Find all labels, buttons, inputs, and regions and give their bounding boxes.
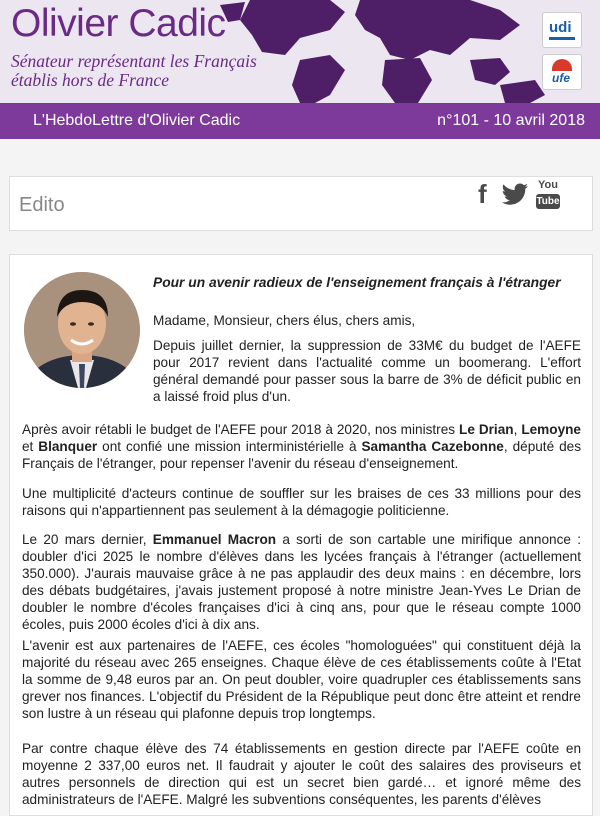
article-paragraph-5: L'avenir est aux partenaires de l'AEFE, ces écoles "homologuées" qui constituent déjà la majorité du réseau avec 265 enseignes. Chaque élève de ces établissements coûte à l'Etat la somme de 9,48 euros par an. On peut doubler, voire quadrupler ces établissements sans grever nos finances. L'objectif du Président de la République peut donc être atteint et rendre son lustre à un réseau qui plafonne depuis trop longtemps. [22,638,581,721]
p4-name-macron: Emmanuel Macron [152,532,277,547]
subtitle-line-1: Sénateur représentant les Français [11,51,257,71]
subtitle-line-2: établis hors de France [11,70,169,90]
newsletter-name: L'HebdoLettre d'Olivier Cadic [33,112,241,129]
article-paragraph-4 [22,531,581,633]
edito-article [9,254,593,816]
portrait-illustration [24,272,140,388]
newsletter-header [0,0,600,103]
article-greeting: Madame, Monsieur, chers élus, chers amis, [153,313,416,328]
edito-label: Edito [19,194,65,216]
article-paragraph-3: Une multiplicité d'acteurs continue de souffler sur les braises de ces 33 millions pour des raisons qui n'appartiennent pas seulement à la démagogie politicienne. [22,486,581,518]
p2-text-c: ont confié une mission interministérielle à [97,439,362,454]
youtube-icon[interactable] [536,179,560,215]
issue-number-date: n°101 - 10 avril 2018 [437,112,585,129]
p2-text-d: , député des Français de l'étranger, pour repenser l'avenir du réseau d'enseignement. [22,439,581,471]
p2-sep-1: , [513,422,522,437]
author-portrait [24,272,140,388]
udi-logo-bar [549,37,575,40]
article-paragraph-1: Depuis juillet dernier, la suppression de 33M€ du budget de l'AEFE pour 2017 revient dans l'actualité comme un boomerang. L'effort général demandé pour passer sous la barre de 3% de déficit public en a laissé froid plus d'un. [153,338,581,404]
p4-text-a: Le 20 mars dernier, [22,532,153,547]
article-paragraph-6: Par contre chaque élève des 74 établissements en gestion directe par l'AEFE coûte en moyenne 2 337,00 euros net. Il faudrait y ajouter le coût des salaires des proviseurs et autres personnels de direction qui est un secret bien gardé… et ignoré même des administrateurs de l'AEFE. Malgré les subventions conséquentes, les parents d'élèves [22,741,581,807]
p2-name-cazebonne: Samantha Cazebonne [361,439,504,454]
p2-name-lemoyne: Lemoyne [521,422,581,437]
youtube-tube-box: Tube [536,196,560,207]
newsletter-title: Olivier Cadic [11,2,226,45]
ufe-logo[interactable] [542,54,582,90]
facebook-glyph: f [478,179,487,209]
edito-section-header [9,176,593,231]
p2-name-blanquer: Blanquer [38,439,98,454]
article-heading: Pour un avenir radieux de l'enseignement français à l'étranger [153,275,561,290]
twitter-icon[interactable] [501,183,529,210]
p2-text-a: Après avoir rétabli le budget de l'AEFE pour 2018 à 2020, nos ministres [22,422,460,437]
youtube-you-text: You [538,179,558,191]
p4-text-c: a sorti de son cartable une mirifique annonce : doubler d'ici 2025 le nombre d'élèves dans les lycées français à l'étranger (actuellement 350.000). J'aurais mauvaise grâce à ne pas applaudir des deux mains : en décembre, lors des débats budgétaires, j'avais justement proposé à notre ministre Jean-Yves Le Drian de doubler le nombre d'écoles françaises d'ici à cinq ans, pour que le réseau compte 1000 écoles, puis 2000 écoles d'ici à dix ans. [22,532,581,632]
article-paragraph-2 [22,421,581,472]
newsletter-band [0,103,600,139]
udi-logo-text: udi [549,19,572,36]
twitter-bird-svg [501,183,529,205]
ufe-logo-text: ufe [552,71,570,85]
p2-name-le-drian: Le Drian [459,422,514,437]
ufe-logo-mark [552,59,572,71]
udi-logo[interactable] [542,12,582,48]
facebook-icon[interactable] [478,181,496,207]
p2-sep-2: et [22,439,39,454]
newsletter-subtitle [11,52,257,90]
